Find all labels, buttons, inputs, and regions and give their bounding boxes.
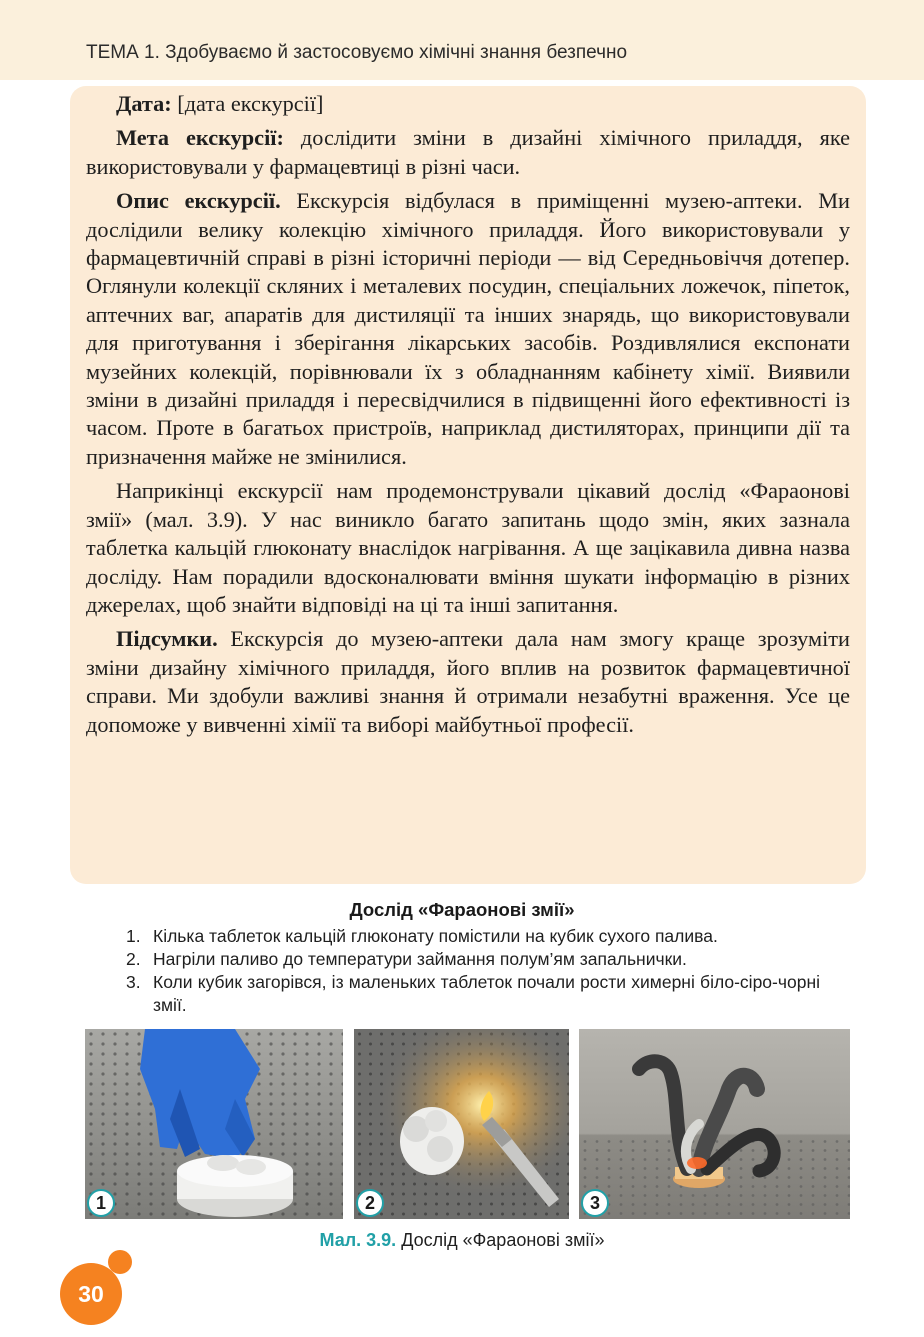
experiment-steps <box>120 925 820 1017</box>
description-text: Екскурсія відбулася в приміщенні музею-аптеки. Ми дослідили велику колекцію хімічного приладдя. Його використовували у фармацевтичній справі в різні історичні періоди — від Середньовіччя дотепер. Оглянули колекції скляних і металевих посудин, спеціальних ложечок, піпеток, аптечних ваг, апаратів для дистиляції та інших знарядь, що використовували для приготування і зберігання лікарських засобів. Роздивлялися експонати музейних колекцій, порівнювали їх з обладнанням кабінету хімії. Виявили зміни в дизайні приладдя і пересвідчилися в підвищенні його ефективності із часом. Проте в багатьох пристроїв, наприклад дистиляторах, принципи дії та призначення майже не змінилися. <box>86 188 850 469</box>
photo-badge: 2 <box>356 1189 384 1217</box>
step-text: Коли кубик загорівся, із маленьких таблеток почали рости химерні біло-сіро-чорні змії. <box>153 972 820 1015</box>
summary-text: Екскурсія до музею-аптеки дала нам змогу краще зрозуміти зміни дизайну хімічного приладдя, його вплив на розвиток фармацевтичної справи. Ми здобули важливі знання й отримали незабутні враження. Усе це допоможе у вивченні хімії та виборі майбутньої професії. <box>86 626 850 737</box>
experiment-title: Дослід «Фараонові змії» <box>349 899 575 920</box>
date-value: [дата екскурсії] <box>171 91 324 116</box>
step-text: Нагріли паливо до температури займання полум’ям запальнички. <box>153 949 687 969</box>
summary-paragraph <box>86 625 850 739</box>
date-paragraph <box>86 90 850 118</box>
description-label: Опис екскурсії. <box>116 188 281 214</box>
photo-badge: 1 <box>87 1189 115 1217</box>
photo-1 <box>85 1029 343 1219</box>
photo-2 <box>354 1029 569 1219</box>
photo-3 <box>579 1029 850 1219</box>
page-number-marker <box>60 1248 140 1328</box>
date-label: Дата: <box>116 91 172 116</box>
photo-badge: 3 <box>581 1189 609 1217</box>
page-number: 30 <box>60 1263 122 1325</box>
running-header: ТЕМА 1. Здобуваємо й застосовуємо хімічні знання безпечно <box>86 42 628 63</box>
step-item <box>120 925 820 948</box>
step-text: Кілька таблеток кальцій глюконату помістили на кубик сухого палива. <box>153 926 718 946</box>
header-band <box>0 0 924 80</box>
step-number: 3. <box>126 972 141 992</box>
report-text <box>86 90 850 745</box>
step-number: 2. <box>126 949 141 969</box>
step-item <box>120 948 820 971</box>
caption-text: Дослід «Фараонові змії» <box>396 1230 605 1250</box>
summary-label: Підсумки. <box>116 626 218 652</box>
goal-text: дослідити зміни в дизайні хімічного приладдя, яке використовували у фармацевтиці в різні часи. <box>86 125 850 179</box>
goal-paragraph <box>86 124 850 181</box>
photo-1-image <box>85 1029 343 1219</box>
goal-label: Мета екскурсії: <box>116 125 284 151</box>
ending-paragraph: Наприкінці екскурсії нам продемонстрували цікавий дослід «Фараонові змії» (мал. 3.9). У нас виникло багато запитань щодо змін, яких зазнала таблетка кальцій глюконату внаслідок нагрівання. А ще зацікавила дивна назва досліду. Нам порадили вдосконалювати вміння шукати інформацію в різних джерелах, щоб знайти відповіді на ці та інші запитання. <box>86 478 850 617</box>
step-item <box>120 971 820 1017</box>
description-paragraph <box>86 187 850 471</box>
caption-label: Мал. 3.9. <box>319 1230 397 1250</box>
photo-2-image <box>354 1029 569 1219</box>
photo-3-image <box>579 1029 850 1219</box>
step-number: 1. <box>126 926 141 946</box>
